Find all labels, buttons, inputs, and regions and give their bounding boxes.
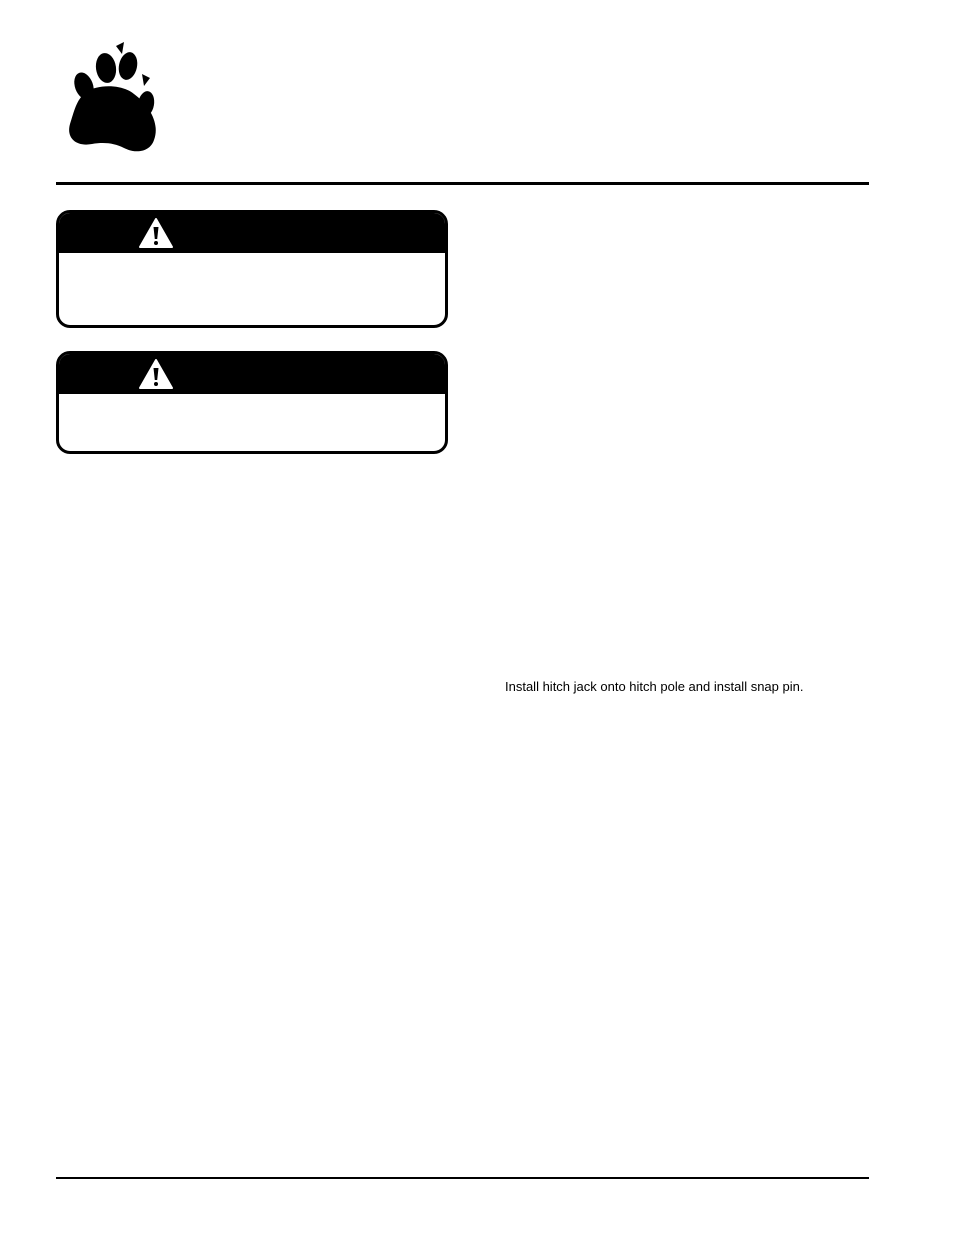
- warning-triangle-icon: [138, 217, 174, 249]
- header-rule: [56, 182, 869, 185]
- warning-triangle-icon: [138, 358, 174, 390]
- paw-print-icon: [64, 40, 164, 156]
- footer-rule: [56, 1177, 869, 1179]
- warning-header-bar: [59, 354, 445, 394]
- warning-body: [59, 253, 445, 325]
- warning-box: [56, 210, 448, 328]
- warning-box: [56, 351, 448, 454]
- warning-body: [59, 394, 445, 451]
- warning-header-bar: [59, 213, 445, 253]
- step-instruction-text: Install hitch jack onto hitch pole and install snap pin.: [505, 679, 804, 694]
